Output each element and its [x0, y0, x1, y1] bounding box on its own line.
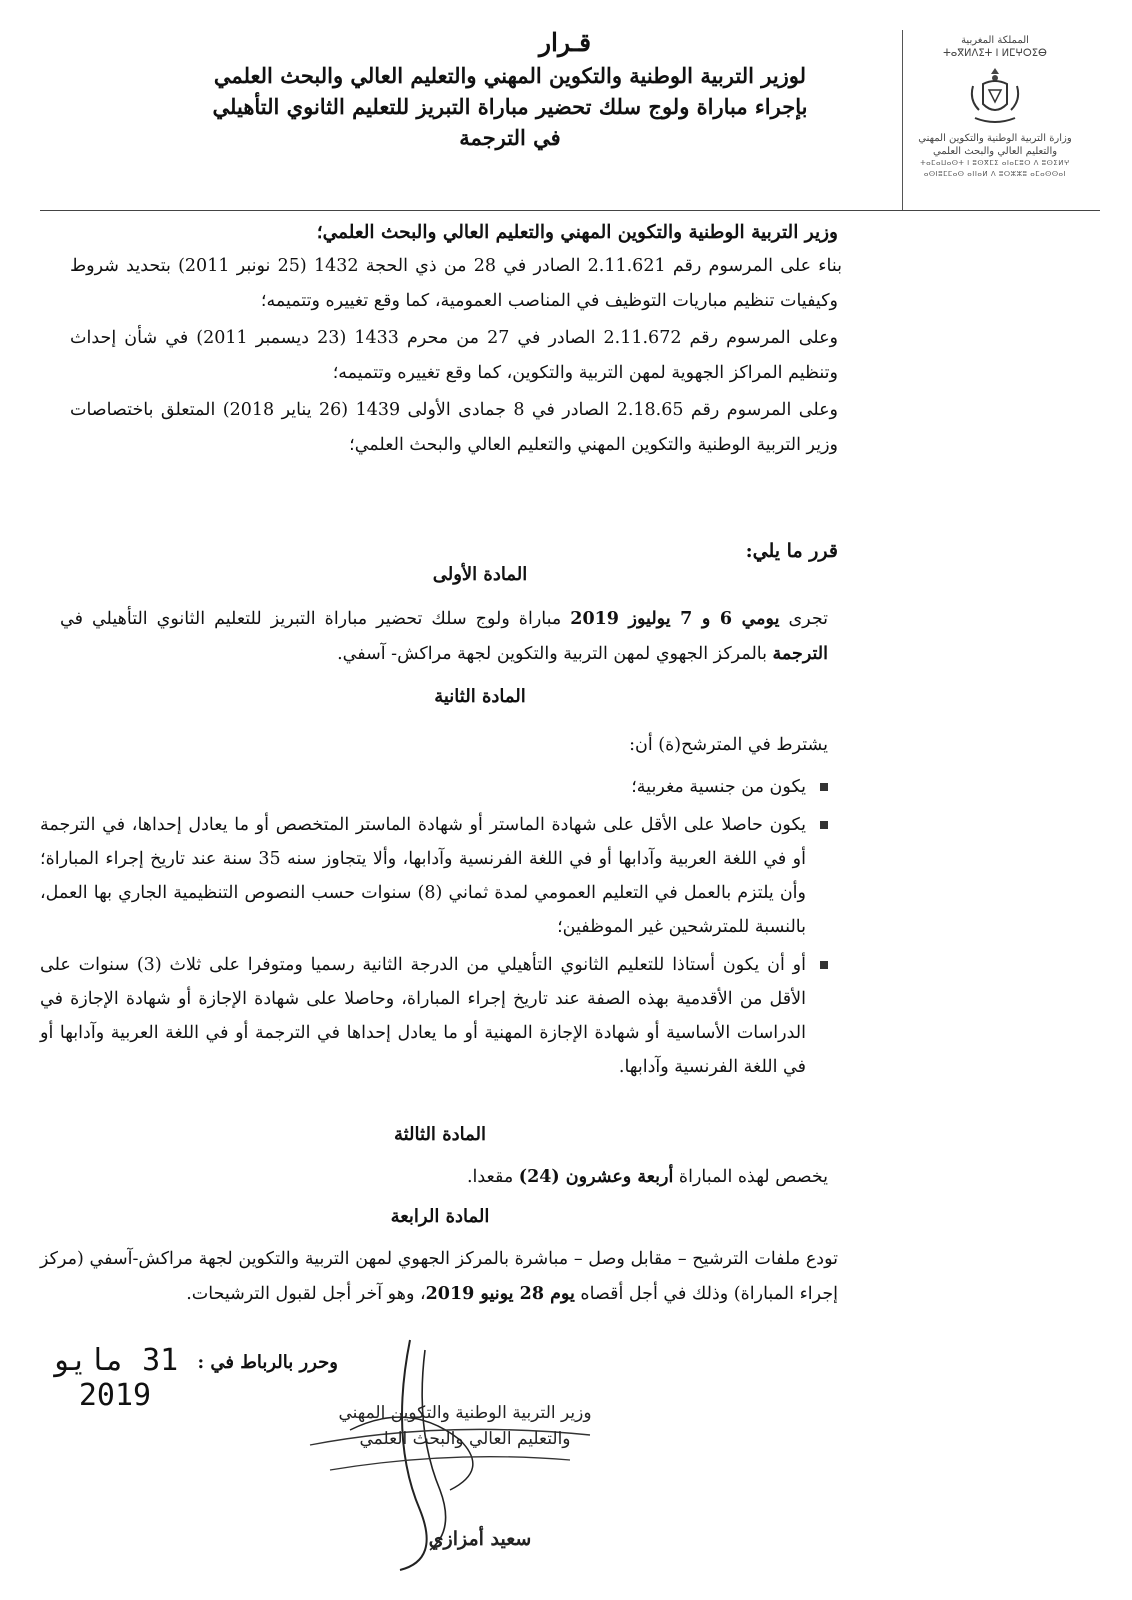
ministry-name-tifinagh-2: ⴰⵙⵏⵓⵎⵎⴰⵙ ⴰⵏⵏⴰⵍ ⴷ ⵓⵔⵣⵣⵓ ⴰⵎⴰⵙⵙⴰⵏ [923, 170, 1067, 178]
condition-text: أو أن يكون أستاذا للتعليم الثانوي التأهيلي من الدرجة الثانية رسميا ومتوفرا على ثلاث (3) سنوات على الأقل من الأقدمية بهذه الصفة عند تاريخ إجراء المباراة، وحاصلا على شهادة الإجازة أو شهادة الإجازة في الدراسات الأساسية أو شهادة الإجازة المهنية أو ما يعادل إحداها في الترجمة أو في اللغة العربية وآدابها أو في اللغة الفرنسية وآدابها. [40, 955, 806, 1077]
preamble-paragraph-2: وعلى المرسوم رقم 2.11.672 الصادر في 27 من محرم 1433 (23 ديسمبر 2011) في شأن إحداث وتنظيم المراكز الجهوية لمهن التربية والتكوين، كما وقع تغييره وتتميمه؛ [70, 328, 838, 383]
kingdom-name-ar: المملكة المغربية [961, 35, 1029, 46]
signatory-name: سعيد أمزازي [428, 1528, 532, 1550]
article-1-dates: يومي 6 و 7 يوليوز 2019 [570, 609, 780, 629]
condition-item [40, 808, 828, 944]
condition-text: يكون حاصلا على الأقل على شهادة الماستر أو شهادة الماستر المتخصص أو ما يعادل إحداها، في الترجمة أو في اللغة العربية وآدابها أو في اللغة الفرنسية وآدابها، وألا يتجاوز سنه 35 سنة عند تاريخ إجراء المباراة؛ وأن يلتزم بالعمل في التعليم العمومي لمدة ثماني (8) سنوات حسب النصوص التنظيمية الجاري بها العمل، بالنسبة للمترشحين غير الموظفين؛ [40, 815, 807, 937]
article-4-part-2: ، وهو آخر أجل لقبول الترشيحات. [186, 1284, 426, 1304]
article-3-part-1: يخصص لهذه المباراة [673, 1167, 828, 1187]
header-divider-vertical [902, 30, 903, 210]
preamble-paragraph-3: وعلى المرسوم رقم 2.18.65 الصادر في 8 جمادى الأولى 1439 (26 يناير 2018) المتعلق باختصاصات وزير التربية الوطنية والتكوين المهني والتعليم العالي والبحث العلمي؛ [70, 400, 839, 455]
article-4-heading: المادة الرابعة [390, 1206, 490, 1227]
article-3-part-2: مقعدا. [466, 1167, 519, 1187]
title-line-3: في الترجمة [459, 125, 561, 150]
title-line-1: لوزير التربية الوطنية والتكوين المهني والتعليم العالي والبحث العلمي [213, 63, 807, 88]
ministry-name-ar: وزارة التربية الوطنية والتكوين المهني والتعليم العالي والبحث العلمي [918, 133, 1072, 157]
article-1-part-2: مباراة ولوج سلك تحضير مباراة التبريز للتعليم الثانوي التأهيلي في [60, 609, 571, 629]
preamble [70, 222, 842, 463]
issued-at-label: وحرر بالرباط في : [197, 1352, 338, 1373]
handwritten-date: 31 مايو 2019 [51, 1343, 179, 1413]
article-1-part-1: تجرى [779, 609, 828, 629]
article-2-intro: يشترط في المترشح(ة) أن: [629, 735, 828, 755]
conditions-list [40, 770, 828, 1084]
article-4-deadline: يوم 28 يونيو 2019 [425, 1284, 575, 1304]
decision-title-block [130, 28, 890, 150]
coat-of-arms-icon [965, 64, 1025, 128]
header-divider-horizontal [40, 210, 1100, 211]
article-3-heading: المادة الثالثة [393, 1124, 487, 1145]
article-4-part-1: تودع ملفات الترشيح – مقابل وصل – مباشرة بالمركز الجهوي لمهن التربية والتكوين لجهة مراكش-آسفي (مركز إجراء المباراة) وذلك في أجل أقصاه [40, 1249, 838, 1304]
bullet-square-icon [820, 961, 828, 969]
bullet-square-icon [820, 783, 828, 791]
bullet-square-icon [820, 821, 828, 829]
condition-item [40, 948, 828, 1084]
decides-label: قرر ما يلي: [745, 540, 838, 562]
condition-text: يكون من جنسية مغربية؛ [631, 777, 806, 797]
article-4-text [40, 1242, 838, 1312]
article-3-seats: أربعة وعشرون (24) [518, 1167, 674, 1187]
condition-item [40, 770, 828, 804]
kingdom-name-tifinagh: ⵜⴰⴳⵍⴷⵉⵜ ⵏ ⵍⵎⵖⵔⵉⴱ [943, 48, 1047, 59]
article-1-text [60, 602, 828, 672]
article-1-heading: المادة الأولى [432, 564, 528, 585]
article-1-part-3: بالمركز الجهوي لمهن التربية والتكوين لجهة مراكش- آسفي. [337, 644, 773, 664]
preamble-paragraph-1: بناء على المرسوم رقم 2.11.621 الصادر في 28 من ذي الحجة 1432 (25 نونبر 2011) بتحديد شروط وكيفيات تنظيم مباريات التوظيف في المناصب العمومية، كما وقع تغييره وتتميمه؛ [70, 256, 842, 311]
article-3-text [300, 1160, 828, 1195]
article-2-conditions [40, 770, 828, 1084]
minister-line: وزير التربية الوطنية والتكوين المهني والتعليم العالي والبحث العلمي؛ [316, 222, 838, 243]
signature-title-line-2: والتعليم العالي والبحث العلمي [359, 1429, 571, 1449]
article-1-specialty: الترجمة [772, 644, 828, 664]
signature-stamp [300, 1400, 630, 1452]
article-2-heading: المادة الثانية [434, 686, 526, 707]
ministry-name-tifinagh-1: ⵜⴰⵎⴰⵡⴰⵙⵜ ⵏ ⵓⵙⴳⵎⵉ ⴰⵏⴰⵎⵓⵔ ⴷ ⵓⵙⵉⵍⵖ [920, 159, 1070, 167]
decision-title: قـرار [538, 28, 592, 57]
signature-title-line-1: وزير التربية الوطنية والتكوين المهني [338, 1403, 592, 1423]
ministry-crest-block [910, 34, 1080, 180]
title-line-2: بإجراء مباراة ولوج سلك تحضير مباراة التبريز للتعليم الثانوي التأهيلي [212, 94, 808, 119]
